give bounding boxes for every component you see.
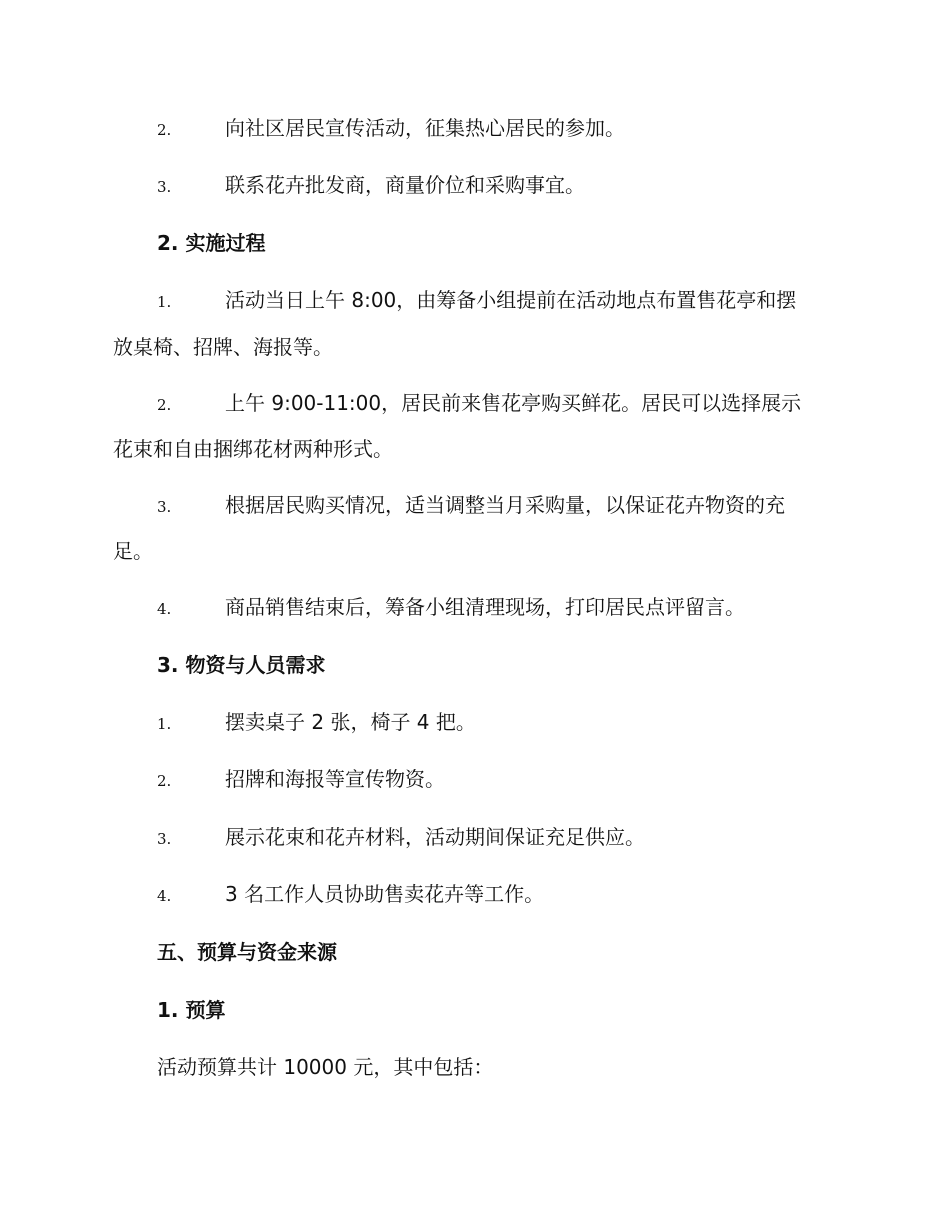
list-item-text-continued: 放桌椅、招牌、海报等。 [113, 335, 333, 359]
list-item-text: 上午 9:00-11:00，居民前来售花亭购买鲜花。居民可以选择展示 [225, 391, 802, 415]
budget-paragraph: 活动预算共计 10000 元，其中包括： [157, 1055, 494, 1079]
list-item-text: 活动当日上午 8:00，由筹备小组提前在活动地点布置售花亭和摆 [225, 288, 797, 312]
list-item-text: 向社区居民宣传活动，征集热心居民的参加。 [225, 116, 625, 140]
list-number: 4. [157, 600, 172, 618]
list-number: 1. [157, 293, 172, 311]
list-item-text: 摆卖桌子 2 张，椅子 4 把。 [225, 710, 476, 734]
list-item-text: 根据居民购买情况，适当调整当月采购量，以保证花卉物资的充 [225, 493, 785, 517]
list-item-text: 联系花卉批发商，商量价位和采购事宜。 [225, 173, 585, 197]
list-number: 4. [157, 887, 172, 905]
list-item-text-continued: 花束和自由捆绑花材两种形式。 [113, 437, 393, 461]
list-number: 3. [157, 178, 172, 196]
section-heading-budget-funding: 五、预算与资金来源 [157, 940, 337, 964]
list-number: 3. [157, 498, 172, 516]
list-item-text: 商品销售结束后，筹备小组清理现场，打印居民点评留言。 [225, 595, 745, 619]
list-number: 2. [157, 772, 172, 790]
list-item-text-continued: 足。 [113, 539, 153, 563]
section-heading-resources: 3. 物资与人员需求 [157, 653, 326, 677]
list-item-text: 3 名工作人员协助售卖花卉等工作。 [225, 882, 545, 906]
list-item-text: 招牌和海报等宣传物资。 [225, 767, 445, 791]
section-heading-implementation: 2. 实施过程 [157, 231, 266, 255]
list-number: 2. [157, 121, 172, 139]
list-number: 1. [157, 715, 172, 733]
list-item-text: 展示花束和花卉材料，活动期间保证充足供应。 [225, 825, 645, 849]
list-number: 2. [157, 396, 172, 414]
list-number: 3. [157, 830, 172, 848]
subsection-heading-budget: 1. 预算 [157, 998, 226, 1022]
